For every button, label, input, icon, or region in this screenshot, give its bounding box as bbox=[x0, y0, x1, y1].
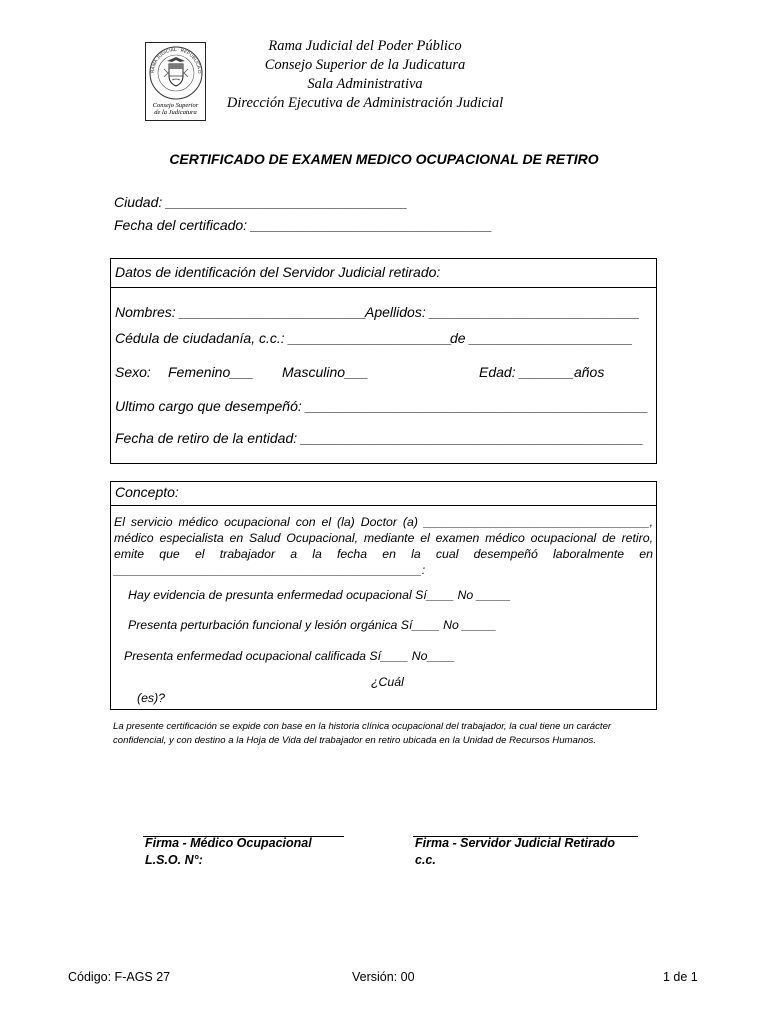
footer-codigo: Código: F-AGS 27 bbox=[68, 970, 171, 984]
identification-heading: Datos de identificación del Servidor Judicial retirado: bbox=[115, 264, 441, 280]
concepto-paragraph bbox=[114, 514, 653, 578]
question-enfermedad-presunta[interactable]: Hay evidencia de presunta enfermedad ocupacional Sí____ No _____ bbox=[128, 588, 511, 602]
concepto-heading: Concepto: bbox=[115, 484, 179, 500]
footer-page-number: 1 de 1 bbox=[663, 970, 698, 984]
concepto-header bbox=[111, 482, 656, 506]
identification-section bbox=[110, 258, 657, 464]
concepto-line-2: médico especialista en Salud Ocupacional, mediante el examen médico ocupacional de retiro, bbox=[114, 531, 653, 545]
confidentiality-note: La presente certificación se expide con base en la historia clínica ocupacional del trabajador, la cual tiene un carácter confidencial, y con destino a la Hoja de Vida del trabajador en retiro ubicada en la Unidad de Recursos Humanos. bbox=[113, 721, 612, 746]
concepto-section bbox=[110, 481, 657, 710]
document-title: CERTIFICADO DE EXAMEN MEDICO OCUPACIONAL DE RETIRO bbox=[169, 151, 599, 167]
seal-text: RAMA JUDICIAL · REPUBLICA D bbox=[149, 46, 203, 74]
footer-version: Versión: 00 bbox=[352, 970, 415, 984]
header-line-2: Consejo Superior de la Judicatura bbox=[264, 57, 466, 73]
question-enfermedad-calificada[interactable]: Presenta enfermedad ocupacional calificada Sí____ No____ bbox=[124, 649, 455, 663]
edad-field[interactable]: Edad: _______años bbox=[479, 364, 605, 380]
logo-caption-2: de la Judicatura bbox=[154, 109, 197, 116]
coat-of-arms-icon bbox=[146, 43, 207, 103]
signature-label-servidor: Firma - Servidor Judicial Retirado bbox=[415, 836, 616, 850]
ultimo-cargo-field[interactable]: Ultimo cargo que desempeñó: ____________________________________________ bbox=[115, 398, 649, 414]
lso-number-label: L.S.O. N°: bbox=[145, 853, 203, 867]
apellidos-field[interactable]: Apellidos: ___________________________ bbox=[365, 304, 640, 320]
signature-label-medico: Firma - Médico Ocupacional bbox=[145, 836, 312, 850]
question-perturbacion-funcional[interactable]: Presenta perturbación funcional y lesión orgánica Sí____ No _____ bbox=[128, 618, 497, 632]
logo-caption-1: Consejo Superior bbox=[152, 102, 199, 109]
concepto-line-3: emite que el trabajador a la fecha en la cual desempeñó laboralmente en bbox=[114, 547, 653, 561]
cedula-de-field[interactable]: de _____________________ bbox=[450, 330, 633, 346]
sexo-femenino-field[interactable]: Femenino___ bbox=[168, 364, 254, 380]
nombres-field[interactable]: Nombres: ________________________ bbox=[115, 304, 367, 320]
sexo-label: Sexo: bbox=[115, 364, 151, 380]
concepto-line-1[interactable]: El servicio médico ocupacional con el (la) Doctor (a) _________________________________, bbox=[114, 515, 653, 529]
cc-label: c.c. bbox=[415, 853, 436, 867]
judicatura-logo bbox=[145, 42, 206, 121]
ciudad-field[interactable]: Ciudad: _______________________________ bbox=[114, 194, 408, 210]
header-line-4: Dirección Ejecutiva de Administración Judicial bbox=[226, 95, 504, 111]
cual-label: ¿Cuál bbox=[371, 675, 404, 689]
fecha-retiro-field[interactable]: Fecha de retiro de la entidad: ____________________________________________ bbox=[115, 430, 644, 446]
fecha-certificado-field[interactable]: Fecha del certificado: _______________________________ bbox=[114, 217, 493, 233]
concepto-line-4[interactable]: _____________________________________________: bbox=[114, 563, 426, 577]
cedula-field[interactable]: Cédula de ciudadanía, c.c.: _____________________ bbox=[115, 330, 453, 346]
header-line-3: Sala Administrativa bbox=[307, 76, 423, 92]
identification-header bbox=[111, 259, 656, 288]
cual-cut-text: (es)? bbox=[137, 691, 166, 705]
header-line-1: Rama Judicial del Poder Público bbox=[268, 38, 462, 54]
sexo-masculino-field[interactable]: Masculino___ bbox=[282, 364, 369, 380]
